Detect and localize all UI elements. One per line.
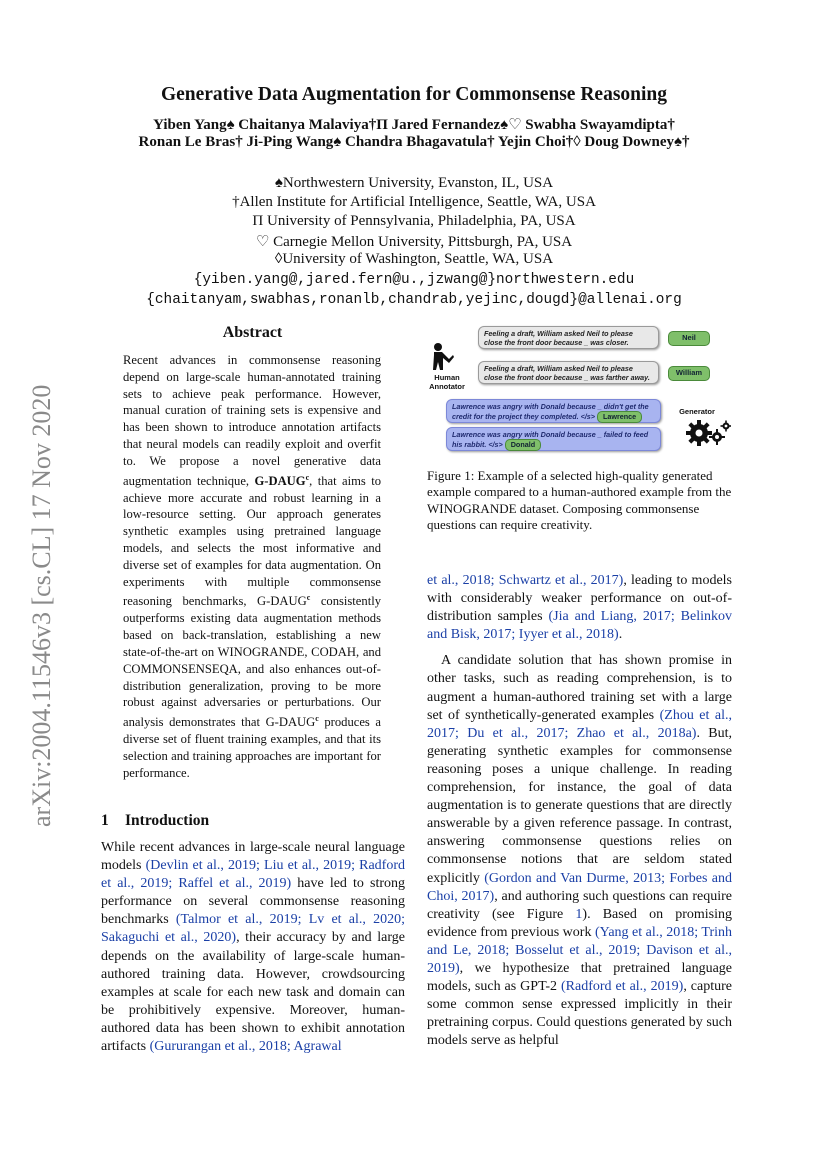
human-annotator-icon <box>429 341 455 371</box>
generated-answer-1: Lawrence <box>597 411 642 423</box>
figure-1 <box>427 323 732 461</box>
paper-title: Generative Data Augmentation for Commonsense Reasoning <box>160 84 668 105</box>
method-superscript: c <box>315 714 319 724</box>
citation-link[interactable]: (Talmor et al., 2019; Lv et al., 2020; Sakaguchi et al., 2020) <box>101 912 405 946</box>
body-text: , leading to models with considerably weaker performance on out-of-distribution samples <box>427 573 732 625</box>
body-text: , we hypothesize that pretrained language models, such as GPT-2 <box>427 960 732 995</box>
human-answer-1: Neil <box>668 331 710 346</box>
section-heading-introduction <box>101 812 209 830</box>
arxiv-stamp: arXiv:2004.11546v3 [cs.CL] 17 Nov 2020 <box>27 384 56 827</box>
body-text: have led to strong performance on several commonsense reasoning benchmarks <box>101 876 405 928</box>
body-text: ). Based on promising evidence from previous work <box>427 906 733 940</box>
intro-right-column <box>427 572 732 1050</box>
citation-link[interactable]: (Devlin et al., 2019; Liu et al., 2019; Radford et al., 2019; Raffel et al., 2019) <box>101 858 405 892</box>
intro-paragraph-1 <box>101 839 405 1056</box>
affiliation-uw: ◊University of Washington, Seattle, WA, USA <box>274 251 554 267</box>
generated-answer-2: Donald <box>505 439 541 451</box>
citation-link[interactable]: (Gururangan et al., 2018; Agrawal <box>149 1039 342 1055</box>
human-question-1: Feeling a draft, William asked Neil to please close the front door because _ was closer. <box>478 326 659 349</box>
authors-line-1: Yiben Yang♠ Chaitanya Malaviya†Π Jared Fernandez♠♡ Swabha Swayamdipta† <box>153 117 675 133</box>
figure-1-caption: Figure 1: Example of a selected high-quality generated example compared to a human-authored example from the WINOGRANDE dataset. Composing commonsense questions can require creativity. <box>427 468 732 533</box>
generated-question-2-text: Lawrence was angry with Donald because _ failed to feed his rabbit. </s> <box>452 430 649 449</box>
section-number: 1 <box>101 812 109 829</box>
generated-question-2 <box>446 427 661 451</box>
body-text: , capture some common sense expressed implicitly in their pretraining corpus. Could questions generated by such models serve as helpful <box>427 979 732 1049</box>
generated-question-1 <box>446 399 661 423</box>
affiliation-upenn: Π University of Pennsylvania, Philadelphia, PA, USA <box>252 213 576 229</box>
intro-left-column <box>101 839 405 1056</box>
citation-link[interactable]: et al., 2018; Schwartz et al., 2017) <box>427 573 624 588</box>
method-name: G-DAUG <box>254 473 306 488</box>
human-question-2: Feeling a draft, William asked Neil to please close the front door because _ was farther away. <box>478 361 659 384</box>
citation-link[interactable]: 1 <box>575 906 583 922</box>
body-text: . <box>618 627 623 643</box>
intro-paragraph-2 <box>427 652 732 1050</box>
human-annotator-label: Human Annotator <box>429 373 465 391</box>
body-text: , their accuracy by and large depends on the availability of large-scale human-authored training data. However, crowdsourcing examples at scale for each new task and domain can be prohibitively expensive. Moreover, human-authored data has been shown to exhibit annotation artifacts <box>101 930 406 1055</box>
citation-link[interactable]: (Gordon and Van Durme, 2013; Forbes and Choi, 2017) <box>427 870 732 904</box>
citation-link[interactable]: (Zhou et al., 2017; Du et al., 2017; Zhao et al., 2018a) <box>427 707 732 741</box>
gears-icon <box>685 418 731 448</box>
method-superscript: c <box>305 472 310 482</box>
citation-link[interactable]: (Jia and Liang, 2017; Belinkov and Bisk, 2017; Iyyer et al., 2018) <box>427 609 732 643</box>
human-answer-2: William <box>668 366 710 381</box>
body-text: A candidate solution that has shown promise in other tasks, such as reading comprehension, is to augment a human-authored training set with a large set of synthetically-generated examples <box>427 653 732 723</box>
email-northwestern[interactable]: {yiben.yang@,jared.fern@u.,jzwang@}northwestern.edu <box>193 272 635 288</box>
abstract-part-4: produces a diverse set of fluent training examples, and that its selection and training approaches are important for performance. <box>123 715 381 780</box>
body-text: . But, generating synthetic examples for commonsense reasoning poses a unique challenge. In reading comprehension, for instance, the goal of data augmentation is to generate questions that are directly answerable by a given reference passage. In contrast, answering commonsense questions relies on commonsense notions that are seldom stated explicitly <box>427 725 732 886</box>
abstract-part-1: Recent advances in commonsense reasoning depend on large-scale human-annotated training sets to achieve peak performance. However, manual curation of training sets is expensive and has been shown to introduce annotation artifacts that neural models can readily exploit and overfit to. We propose a novel generative data augmentation technique, <box>123 353 381 488</box>
intro-paragraph-1-continued <box>427 572 732 644</box>
abstract-text <box>123 352 381 781</box>
affiliation-allen-ai: †Allen Institute for Artificial Intelligence, Seattle, WA, USA <box>232 194 596 210</box>
abstract-heading: Abstract <box>222 324 283 341</box>
citation-link[interactable]: (Yang et al., 2018; Trinh and Le, 2018; Bosselut et al., 2019; Davison et al., 2019) <box>427 924 732 976</box>
body-text: , and authoring such questions can require creativity (see Figure <box>427 888 733 922</box>
body-text: While recent advances in large-scale neural language models <box>101 840 405 874</box>
method-superscript: c <box>306 593 311 603</box>
authors-line-2: Ronan Le Bras† Ji-Ping Wang♠ Chandra Bhagavatula† Yejin Choi†◊ Doug Downey♠† <box>138 134 690 150</box>
generated-question-1-text: Lawrence was angry with Donald because _ didn't get the credit for the project they completed. </s> <box>452 402 649 421</box>
email-allenai[interactable]: {chaitanyam,swabhas,ronanlb,chandrab,yejinc,dougd}@allenai.org <box>146 292 682 308</box>
abstract-part-3: consistently outperforms existing data augmentation methods based on back-translation, establishing a new state-of-the-art on WINOGRANDE, CODAH, and COMMONSENSEQA, and also enhances out-of-distribution generalization, proving to be more robust against adversaries or perturbations. Our analysis demonstrates that G-DAUG <box>123 594 381 730</box>
affiliation-cmu: ♡ Carnegie Mellon University, Pittsburgh, PA, USA <box>255 234 573 250</box>
section-title: Introduction <box>125 812 210 829</box>
abstract-part-2: , that aims to achieve more accurate and robust learning in a low-resource setting. Our approach generates synthetic examples using pretrained language models, and selects the most informative and diverse set of examples for data augmentation. On experiments with multiple commonsense reasoning benchmarks, G-DAUG <box>123 473 381 609</box>
citation-link[interactable]: (Radford et al., 2019) <box>560 979 684 995</box>
generator-label: Generator <box>679 407 715 416</box>
affiliation-northwestern: ♠Northwestern University, Evanston, IL, USA <box>274 175 554 191</box>
